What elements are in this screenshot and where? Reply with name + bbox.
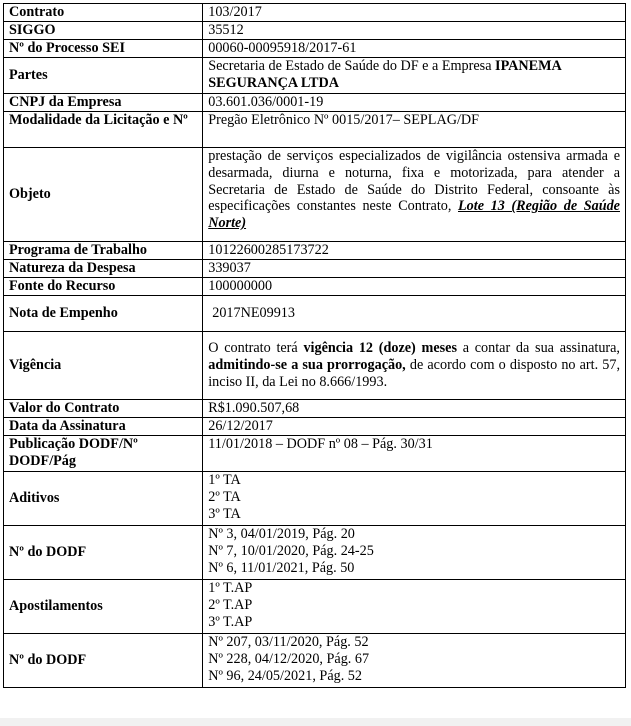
- dodf-item: Nº 6, 11/01/2021, Pág. 50: [208, 559, 355, 576]
- value-publicacao: 11/01/2018 – DODF nº 08 – Pág. 30/31: [203, 436, 626, 472]
- vigencia-bold-1: vigência 12 (doze) meses: [303, 340, 457, 357]
- apostilamento-item: 3º T.AP: [208, 613, 253, 630]
- aditivo-item: 1º TA: [208, 472, 241, 488]
- label-dodf-aditivos: Nº do DODF: [4, 526, 203, 580]
- row-fonte: [4, 278, 626, 296]
- value-modalidade: Pregão Eletrônico Nº 0015/2017– SEPLAG/DF: [203, 112, 626, 148]
- row-cnpj: [4, 94, 626, 112]
- row-contrato: [4, 4, 626, 22]
- row-apostilamentos: [4, 580, 626, 634]
- apostilamento-item: 2º T.AP: [208, 596, 253, 613]
- label-programa: Programa de Trabalho: [4, 242, 203, 260]
- row-programa: [4, 242, 626, 260]
- label-contrato: Contrato: [4, 4, 203, 22]
- dodf-item: Nº 3, 04/01/2019, Pág. 20: [208, 526, 355, 542]
- label-assinatura: Data da Assinatura: [4, 418, 203, 436]
- row-assinatura: [4, 418, 626, 436]
- dodf-item: Nº 7, 10/01/2020, Pág. 24-25: [208, 542, 374, 559]
- vigencia-text-1: O contrato terá: [208, 340, 304, 357]
- value-objeto: [203, 148, 626, 242]
- partes-text: Secretaria de Estado de Saúde do DF e a Empresa: [208, 58, 496, 74]
- label-fonte: Fonte do Recurso: [4, 278, 203, 296]
- value-dodf-apostilamentos: [203, 634, 626, 688]
- label-modalidade: Modalidade da Licitação e Nº: [4, 112, 203, 148]
- row-natureza: [4, 260, 626, 278]
- value-partes: [203, 58, 626, 94]
- row-siggo: [4, 22, 626, 40]
- row-empenho: [4, 296, 626, 332]
- row-processo: [4, 40, 626, 58]
- row-valor: [4, 400, 626, 418]
- value-natureza: 339037: [203, 260, 626, 278]
- objeto-lote: Lote 13 (Região de Saúde Norte): [208, 198, 620, 232]
- label-publicacao: Publicação DODF/Nº DODF/Pág: [4, 436, 203, 472]
- value-contrato: 103/2017: [203, 4, 626, 22]
- value-processo: 00060-00095918/2017-61: [203, 40, 626, 58]
- label-cnpj: CNPJ da Empresa: [4, 94, 203, 112]
- value-cnpj: 03.601.036/0001-19: [203, 94, 626, 112]
- value-vigencia: [203, 332, 626, 400]
- vigencia-text-3: de acordo com o disposto no art. 57, inciso II, da Lei no 8.666/1993.: [208, 357, 621, 390]
- objeto-text: prestação de serviços especializados de vigilância ostensiva armada e desarmada, diurna e noturna, fixa e motorizada, para atender a Secretaria de Estado de Saúde do Distrito Federal, consoante às especificações constantes neste Contrato,: [208, 148, 620, 215]
- label-processo: Nº do Processo SEI: [4, 40, 203, 58]
- label-vigencia: Vigência: [4, 332, 203, 400]
- value-dodf-aditivos: [203, 526, 626, 580]
- vigencia-text-2: a contar da sua assinatura,: [456, 340, 620, 357]
- label-empenho: Nota de Empenho: [4, 296, 203, 332]
- dodf-item: Nº 228, 04/12/2020, Pág. 67: [208, 650, 370, 667]
- contract-summary-table: [3, 3, 626, 688]
- label-natureza: Natureza da Despesa: [4, 260, 203, 278]
- dodf-item: Nº 96, 24/05/2021, Pág. 52: [208, 667, 362, 684]
- label-aditivos: Aditivos: [4, 472, 203, 526]
- row-vigencia: [4, 332, 626, 400]
- dodf-item: Nº 207, 03/11/2020, Pág. 52: [208, 634, 369, 650]
- row-partes: [4, 58, 626, 94]
- partes-company: IPANEMA SEGURANÇA LTDA: [208, 58, 561, 91]
- value-valor: R$1.090.507,68: [203, 400, 626, 418]
- value-aditivos: [203, 472, 626, 526]
- value-programa: 10122600285173722: [203, 242, 626, 260]
- aditivo-item: 3º TA: [208, 505, 241, 522]
- value-apostilamentos: [203, 580, 626, 634]
- value-fonte: 100000000: [203, 278, 626, 296]
- label-dodf-apostilamentos: Nº do DODF: [4, 634, 203, 688]
- page-bottom-edge: [0, 718, 631, 726]
- value-assinatura: 26/12/2017: [203, 418, 626, 436]
- row-objeto: [4, 148, 626, 242]
- label-objeto: Objeto: [4, 148, 203, 242]
- label-valor: Valor do Contrato: [4, 400, 203, 418]
- label-partes: Partes: [4, 58, 203, 94]
- row-dodf-aditivos: [4, 526, 626, 580]
- row-dodf-apostilamentos: [4, 634, 626, 688]
- label-siggo: SIGGO: [4, 22, 203, 40]
- apostilamento-item: 1º T.AP: [208, 580, 253, 596]
- label-apostilamentos: Apostilamentos: [4, 580, 203, 634]
- vigencia-bold-2: admitindo-se a sua prorrogação,: [208, 357, 406, 374]
- row-aditivos: [4, 472, 626, 526]
- row-modalidade: [4, 112, 626, 148]
- value-empenho: 2017NE09913: [203, 296, 626, 332]
- aditivo-item: 2º TA: [208, 488, 241, 505]
- value-siggo: 35512: [203, 22, 626, 40]
- row-publicacao: [4, 436, 626, 472]
